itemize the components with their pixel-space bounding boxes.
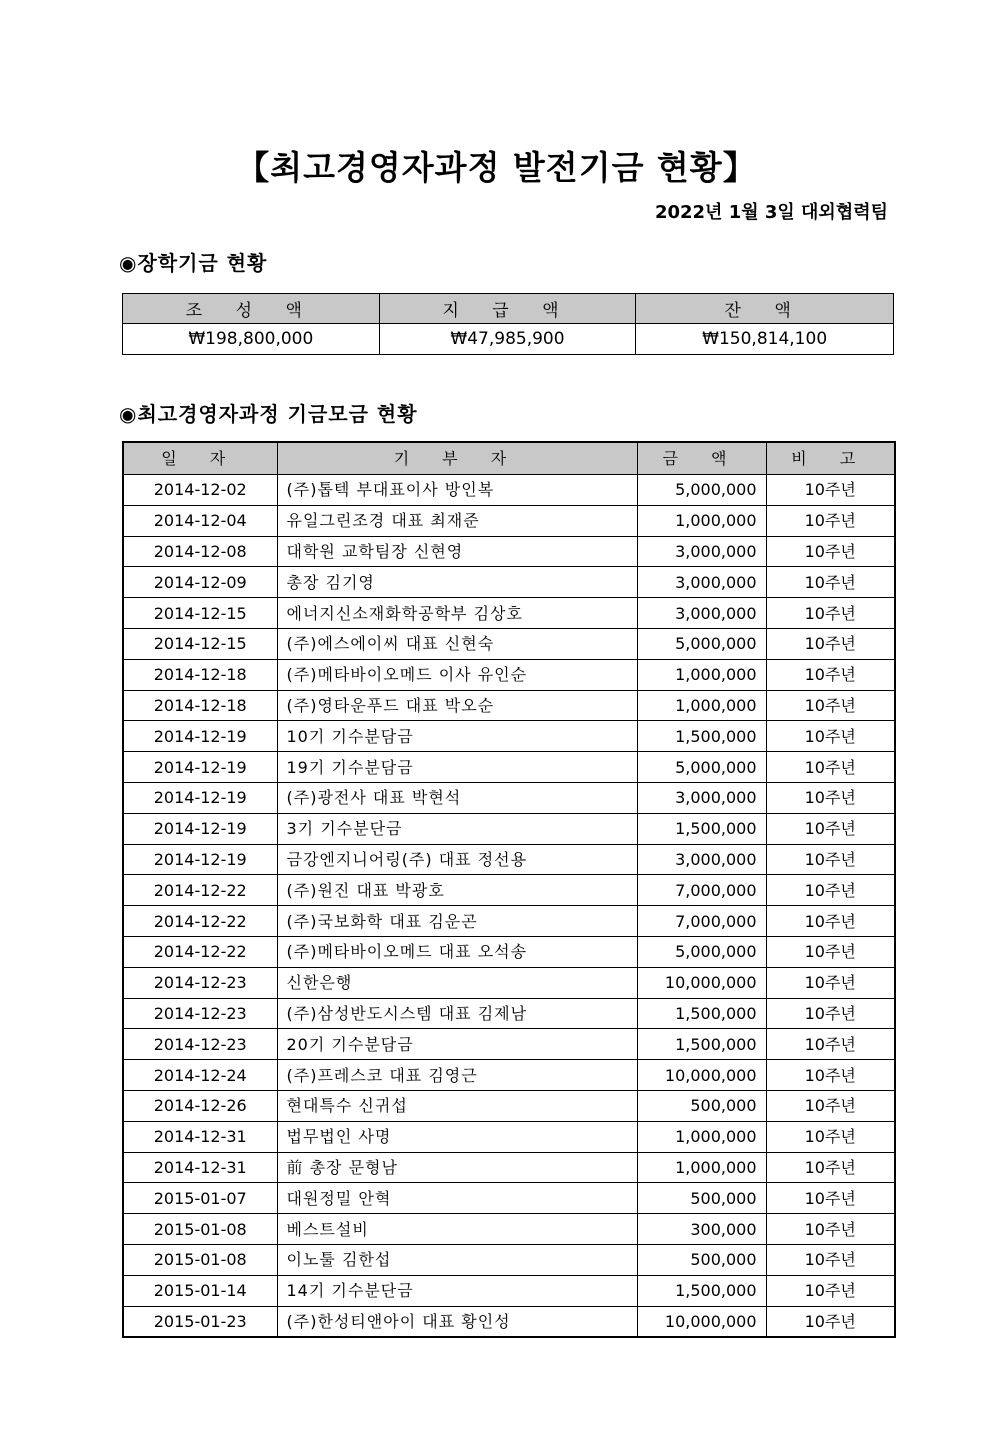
table-row: [123, 598, 895, 629]
donation-note: 10주년: [766, 1244, 895, 1275]
donor-name: 법무법인 사명: [277, 1121, 637, 1152]
header-note: 비 고: [766, 442, 895, 475]
donation-date: 2014-12-22: [123, 936, 277, 967]
donation-date: 2014-12-02: [123, 475, 277, 506]
donation-note: 10주년: [766, 1183, 895, 1214]
donation-date: 2014-12-19: [123, 782, 277, 813]
donation-date: 2014-12-18: [123, 659, 277, 690]
donation-note: 10주년: [766, 875, 895, 906]
donor-name: 14기 기수분단금: [277, 1275, 637, 1306]
donation-amount: 1,000,000: [637, 1121, 766, 1152]
table-row: [123, 1152, 895, 1183]
donation-amount: 5,000,000: [637, 628, 766, 659]
donation-date: 2014-12-23: [123, 967, 277, 998]
donor-name: 유일그린조경 대표 최재준: [277, 505, 637, 536]
donation-amount: 5,000,000: [637, 936, 766, 967]
table-row: [123, 1121, 895, 1152]
header-date: 일 자: [123, 442, 277, 475]
donation-amount: 1,000,000: [637, 690, 766, 721]
donation-date: 2014-12-19: [123, 752, 277, 783]
scholarship-fund-table: [122, 293, 894, 355]
donation-amount: 3,000,000: [637, 536, 766, 567]
table-row: [123, 1306, 895, 1337]
table-row: [123, 1275, 895, 1306]
donor-name: (주)국보화학 대표 김운곤: [277, 906, 637, 937]
donation-date: 2015-01-23: [123, 1306, 277, 1337]
table-row: [123, 1029, 895, 1060]
table-row: [123, 875, 895, 906]
donation-date: 2014-12-09: [123, 567, 277, 598]
donation-note: 10주년: [766, 1275, 895, 1306]
donor-name: (주)영타운푸드 대표 박오순: [277, 690, 637, 721]
donation-date: 2015-01-14: [123, 1275, 277, 1306]
donor-name: (주)한성티앤아이 대표 황인성: [277, 1306, 637, 1337]
header-balance: 잔 액: [636, 294, 894, 324]
donation-date: 2014-12-19: [123, 721, 277, 752]
table-row: [123, 1214, 895, 1245]
table-row: [123, 752, 895, 783]
donation-amount: 1,500,000: [637, 813, 766, 844]
donor-name: 이노툴 김한섭: [277, 1244, 637, 1275]
donation-note: 10주년: [766, 690, 895, 721]
donation-date: 2014-12-08: [123, 536, 277, 567]
table-row: [123, 1060, 895, 1091]
donation-date: 2014-12-31: [123, 1121, 277, 1152]
table-row: [123, 567, 895, 598]
table-header-row: [123, 294, 894, 324]
table-row: [123, 505, 895, 536]
donor-name: (주)메타바이오메드 대표 오석송: [277, 936, 637, 967]
donation-note: 10주년: [766, 598, 895, 629]
donation-note: 10주년: [766, 782, 895, 813]
donor-name: 총장 김기영: [277, 567, 637, 598]
donation-date: 2014-12-24: [123, 1060, 277, 1091]
donation-amount: 3,000,000: [637, 782, 766, 813]
donation-date: 2015-01-08: [123, 1214, 277, 1245]
donor-name: (주)메타바이오메드 이사 유인순: [277, 659, 637, 690]
donation-amount: 5,000,000: [637, 752, 766, 783]
donation-amount: 5,000,000: [637, 475, 766, 506]
donation-amount: 1,500,000: [637, 1275, 766, 1306]
donor-name: 10기 기수분담금: [277, 721, 637, 752]
donation-amount: 1,500,000: [637, 998, 766, 1029]
donation-note: 10주년: [766, 659, 895, 690]
table-row: [123, 690, 895, 721]
donation-date: 2015-01-08: [123, 1244, 277, 1275]
donor-name: (주)원진 대표 박광호: [277, 875, 637, 906]
donation-note: 10주년: [766, 721, 895, 752]
donation-note: 10주년: [766, 998, 895, 1029]
donation-date: 2014-12-22: [123, 906, 277, 937]
donor-name: 금강엔지니어링(주) 대표 정선용: [277, 844, 637, 875]
header-paid-amount: 지 급 액: [379, 294, 636, 324]
donation-amount: 3,000,000: [637, 567, 766, 598]
donor-name: 20기 기수분담금: [277, 1029, 637, 1060]
donation-date: 2014-12-15: [123, 598, 277, 629]
donation-note: 10주년: [766, 505, 895, 536]
donation-note: 10주년: [766, 628, 895, 659]
header-amount: 금 액: [637, 442, 766, 475]
scholarship-fund-section-title: ◉장학기금 현황: [119, 251, 268, 275]
donation-note: 10주년: [766, 1060, 895, 1091]
donor-name: (주)광전사 대표 박현석: [277, 782, 637, 813]
donation-note: 10주년: [766, 1214, 895, 1245]
table-header-row: [123, 442, 895, 475]
donation-note: 10주년: [766, 536, 895, 567]
table-row: [123, 906, 895, 937]
table-row: [123, 998, 895, 1029]
donation-note: 10주년: [766, 936, 895, 967]
donor-name: (주)에스에이씨 대표 신현숙: [277, 628, 637, 659]
donation-amount: 300,000: [637, 1214, 766, 1245]
donor-name: 신한은행: [277, 967, 637, 998]
donation-amount: 1,000,000: [637, 505, 766, 536]
table-row: [123, 844, 895, 875]
donor-name: (주)톱텍 부대표이사 방인복: [277, 475, 637, 506]
donation-note: 10주년: [766, 1152, 895, 1183]
donation-amount: 1,000,000: [637, 659, 766, 690]
table-row: [123, 782, 895, 813]
paid-amount-value: ₩47,985,900: [379, 324, 636, 355]
header-donor: 기 부 자: [277, 442, 637, 475]
donation-note: 10주년: [766, 567, 895, 598]
donor-name: 현대특수 신귀섭: [277, 1090, 637, 1121]
table-row: [123, 813, 895, 844]
donation-amount: 7,000,000: [637, 875, 766, 906]
donation-note: 10주년: [766, 906, 895, 937]
donation-date: 2014-12-18: [123, 690, 277, 721]
balance-value: ₩150,814,100: [636, 324, 894, 355]
donor-name: 대학원 교학팀장 신현영: [277, 536, 637, 567]
donor-name: 대원정밀 안혁: [277, 1183, 637, 1214]
donation-amount: 1,500,000: [637, 721, 766, 752]
donation-amount: 7,000,000: [637, 906, 766, 937]
donation-section-title: ◉최고경영자과정 기금모금 현황: [119, 402, 418, 426]
table-row: [123, 1244, 895, 1275]
donation-amount: 500,000: [637, 1244, 766, 1275]
donation-note: 10주년: [766, 1306, 895, 1337]
table-row: [123, 967, 895, 998]
donation-date: 2014-12-22: [123, 875, 277, 906]
donation-date: 2014-12-23: [123, 1029, 277, 1060]
donor-name: 에너지신소재화학공학부 김상호: [277, 598, 637, 629]
donation-amount: 3,000,000: [637, 844, 766, 875]
donation-table: [122, 441, 896, 1338]
donation-date: 2014-12-26: [123, 1090, 277, 1121]
donor-name: (주)삼성반도시스템 대표 김제남: [277, 998, 637, 1029]
table-row: [123, 628, 895, 659]
donation-date: 2014-12-19: [123, 844, 277, 875]
donor-name: (주)프레스코 대표 김영근: [277, 1060, 637, 1091]
donation-date: 2014-12-31: [123, 1152, 277, 1183]
table-row: [123, 659, 895, 690]
donation-amount: 1,000,000: [637, 1152, 766, 1183]
table-row: [123, 536, 895, 567]
donation-date: 2015-01-07: [123, 1183, 277, 1214]
donation-note: 10주년: [766, 967, 895, 998]
table-row: [123, 324, 894, 355]
table-row: [123, 475, 895, 506]
donor-name: 베스트설비: [277, 1214, 637, 1245]
donation-date: 2014-12-15: [123, 628, 277, 659]
donation-note: 10주년: [766, 813, 895, 844]
report-date-department: 2022년 1월 3일 대외협력팀: [654, 202, 888, 223]
donation-note: 10주년: [766, 844, 895, 875]
donation-amount: 500,000: [637, 1183, 766, 1214]
page-title: 【최고경영자과정 발전기금 현황】: [236, 148, 757, 187]
donor-name: 前 총장 문형남: [277, 1152, 637, 1183]
table-row: [123, 721, 895, 752]
donor-name: 19기 기수분담금: [277, 752, 637, 783]
header-raised-amount: 조 성 액: [123, 294, 380, 324]
donation-amount: 10,000,000: [637, 1060, 766, 1091]
donation-amount: 10,000,000: [637, 967, 766, 998]
donor-name: 3기 기수분단금: [277, 813, 637, 844]
donation-note: 10주년: [766, 752, 895, 783]
table-row: [123, 1183, 895, 1214]
donation-table-body: [123, 475, 895, 1338]
donation-note: 10주년: [766, 475, 895, 506]
table-row: [123, 936, 895, 967]
donation-amount: 1,500,000: [637, 1029, 766, 1060]
donation-note: 10주년: [766, 1121, 895, 1152]
donation-date: 2014-12-04: [123, 505, 277, 536]
table-row: [123, 1090, 895, 1121]
donation-note: 10주년: [766, 1029, 895, 1060]
donation-amount: 500,000: [637, 1090, 766, 1121]
raised-amount-value: ₩198,800,000: [123, 324, 380, 355]
donation-amount: 3,000,000: [637, 598, 766, 629]
donation-amount: 10,000,000: [637, 1306, 766, 1337]
donation-date: 2014-12-19: [123, 813, 277, 844]
donation-date: 2014-12-23: [123, 998, 277, 1029]
donation-note: 10주년: [766, 1090, 895, 1121]
